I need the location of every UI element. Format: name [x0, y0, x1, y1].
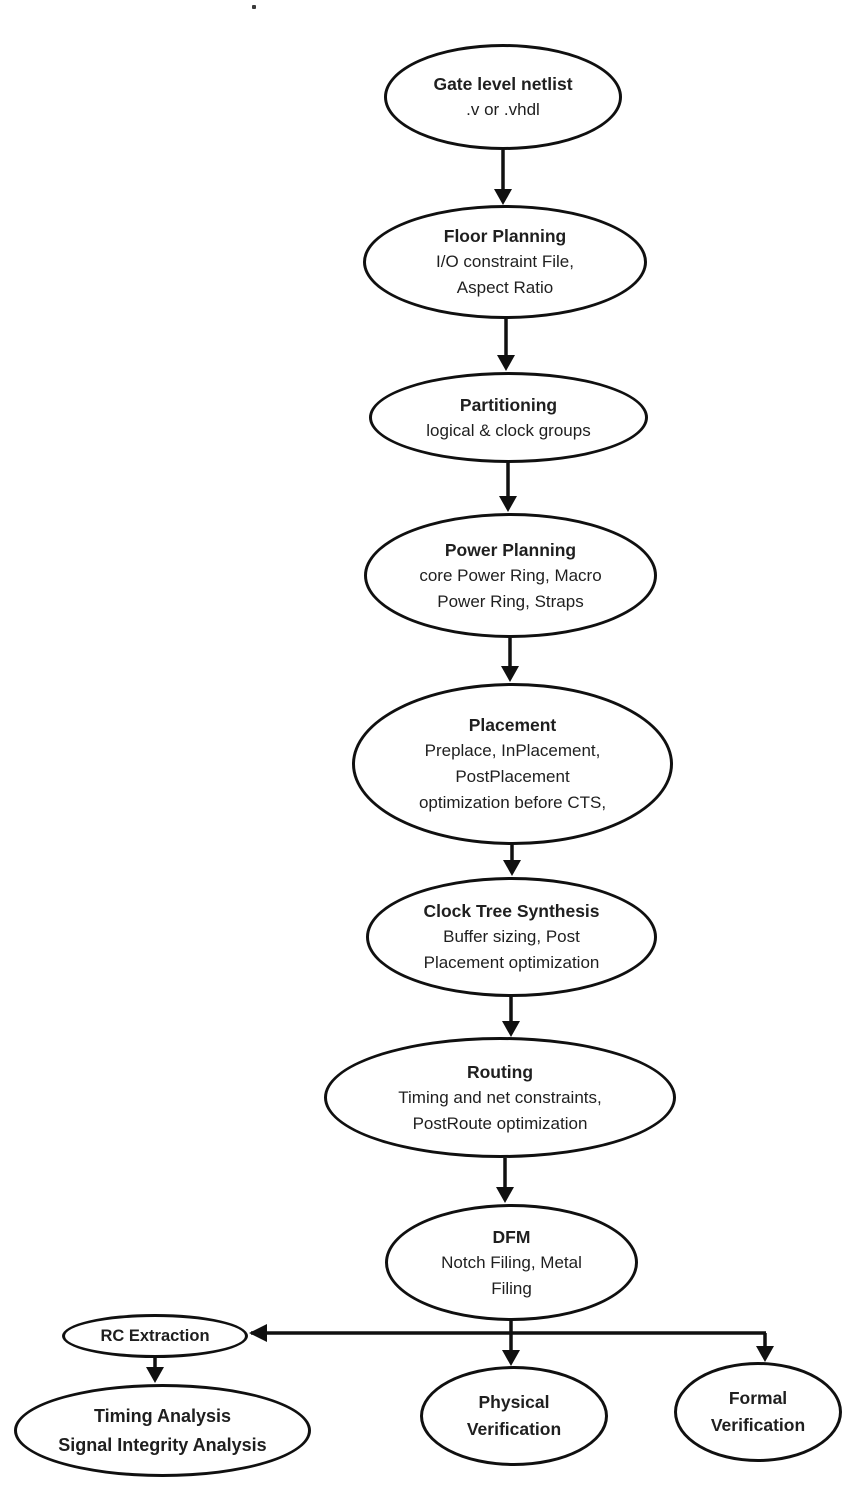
arrowhead-partitioning-to-powerplanning	[499, 496, 517, 512]
node-title-line2: Verification	[710, 1415, 806, 1435]
node-detail-line: Notch Filing, Metal	[441, 1252, 582, 1272]
node-detail-line: Buffer sizing, Post	[443, 927, 580, 946]
arrowhead-floorplanning-to-partitioning	[497, 355, 515, 371]
arrowhead-bus-to-formal	[756, 1346, 774, 1362]
arrowhead-rcextraction-to-timinganalysis	[146, 1367, 164, 1383]
node-detail-line: I/O constraint File,	[436, 252, 574, 271]
node-title: Gate level netlist	[433, 74, 573, 94]
node-gate-level-netlist	[384, 44, 622, 150]
node-title: Timing Analysis	[93, 1405, 232, 1426]
node-detail-line: core Power Ring, Macro	[419, 565, 602, 585]
node-title-line2: Signal Integrity Analysis	[58, 1434, 267, 1455]
node-title: Floor Planning	[443, 226, 567, 246]
node-detail-line: Power Ring, Straps	[437, 591, 584, 611]
arrowhead-routing-to-dfm	[496, 1187, 514, 1203]
arrowhead-bus-to-physical	[502, 1350, 520, 1366]
node-partitioning	[369, 372, 648, 463]
node-floor-planning	[363, 205, 647, 319]
node-rc-extraction	[62, 1314, 248, 1358]
node-title: Partitioning	[459, 394, 558, 415]
node-detail-line: Preplace, InPlacement,	[424, 741, 601, 760]
node-title: Physical	[478, 1392, 550, 1412]
node-placement	[352, 683, 673, 845]
node-title: DFM	[492, 1226, 531, 1247]
arrowhead-powerplanning-to-placement	[501, 666, 519, 682]
node-dfm	[385, 1204, 638, 1321]
node-title-line2: Verification	[466, 1419, 562, 1439]
arrowhead-gate-to-floorplanning	[494, 189, 512, 205]
node-clock-tree-synthesis	[366, 877, 657, 997]
node-detail-line: .v or .vhdl	[466, 100, 540, 119]
node-detail-line: PostPlacement	[455, 767, 570, 786]
node-title: Placement	[468, 715, 557, 735]
node-formal-verification	[674, 1362, 842, 1462]
node-title: RC Extraction	[100, 1327, 210, 1345]
node-title: Formal	[728, 1388, 788, 1408]
arrowhead-placement-to-cts	[503, 860, 521, 876]
node-detail-line: optimization before CTS,	[418, 793, 607, 812]
node-detail-line: Timing and net constraints,	[398, 1087, 602, 1107]
node-power-planning	[364, 513, 657, 638]
node-detail-line: Placement optimization	[423, 953, 600, 972]
node-timing-analysis	[14, 1384, 311, 1477]
node-title: Routing	[466, 1061, 534, 1082]
node-title: Power Planning	[444, 539, 577, 560]
node-detail-line: Aspect Ratio	[456, 278, 554, 297]
arrowhead-bus-to-rcextraction	[249, 1324, 267, 1342]
node-physical-verification	[420, 1366, 608, 1466]
node-detail-line: logical & clock groups	[426, 420, 591, 440]
node-detail-line: PostRoute optimization	[412, 1113, 588, 1133]
arrowhead-cts-to-routing	[502, 1021, 520, 1037]
node-routing	[324, 1037, 676, 1158]
node-detail-line: Filing	[491, 1278, 532, 1298]
node-title: Clock Tree Synthesis	[423, 901, 600, 921]
